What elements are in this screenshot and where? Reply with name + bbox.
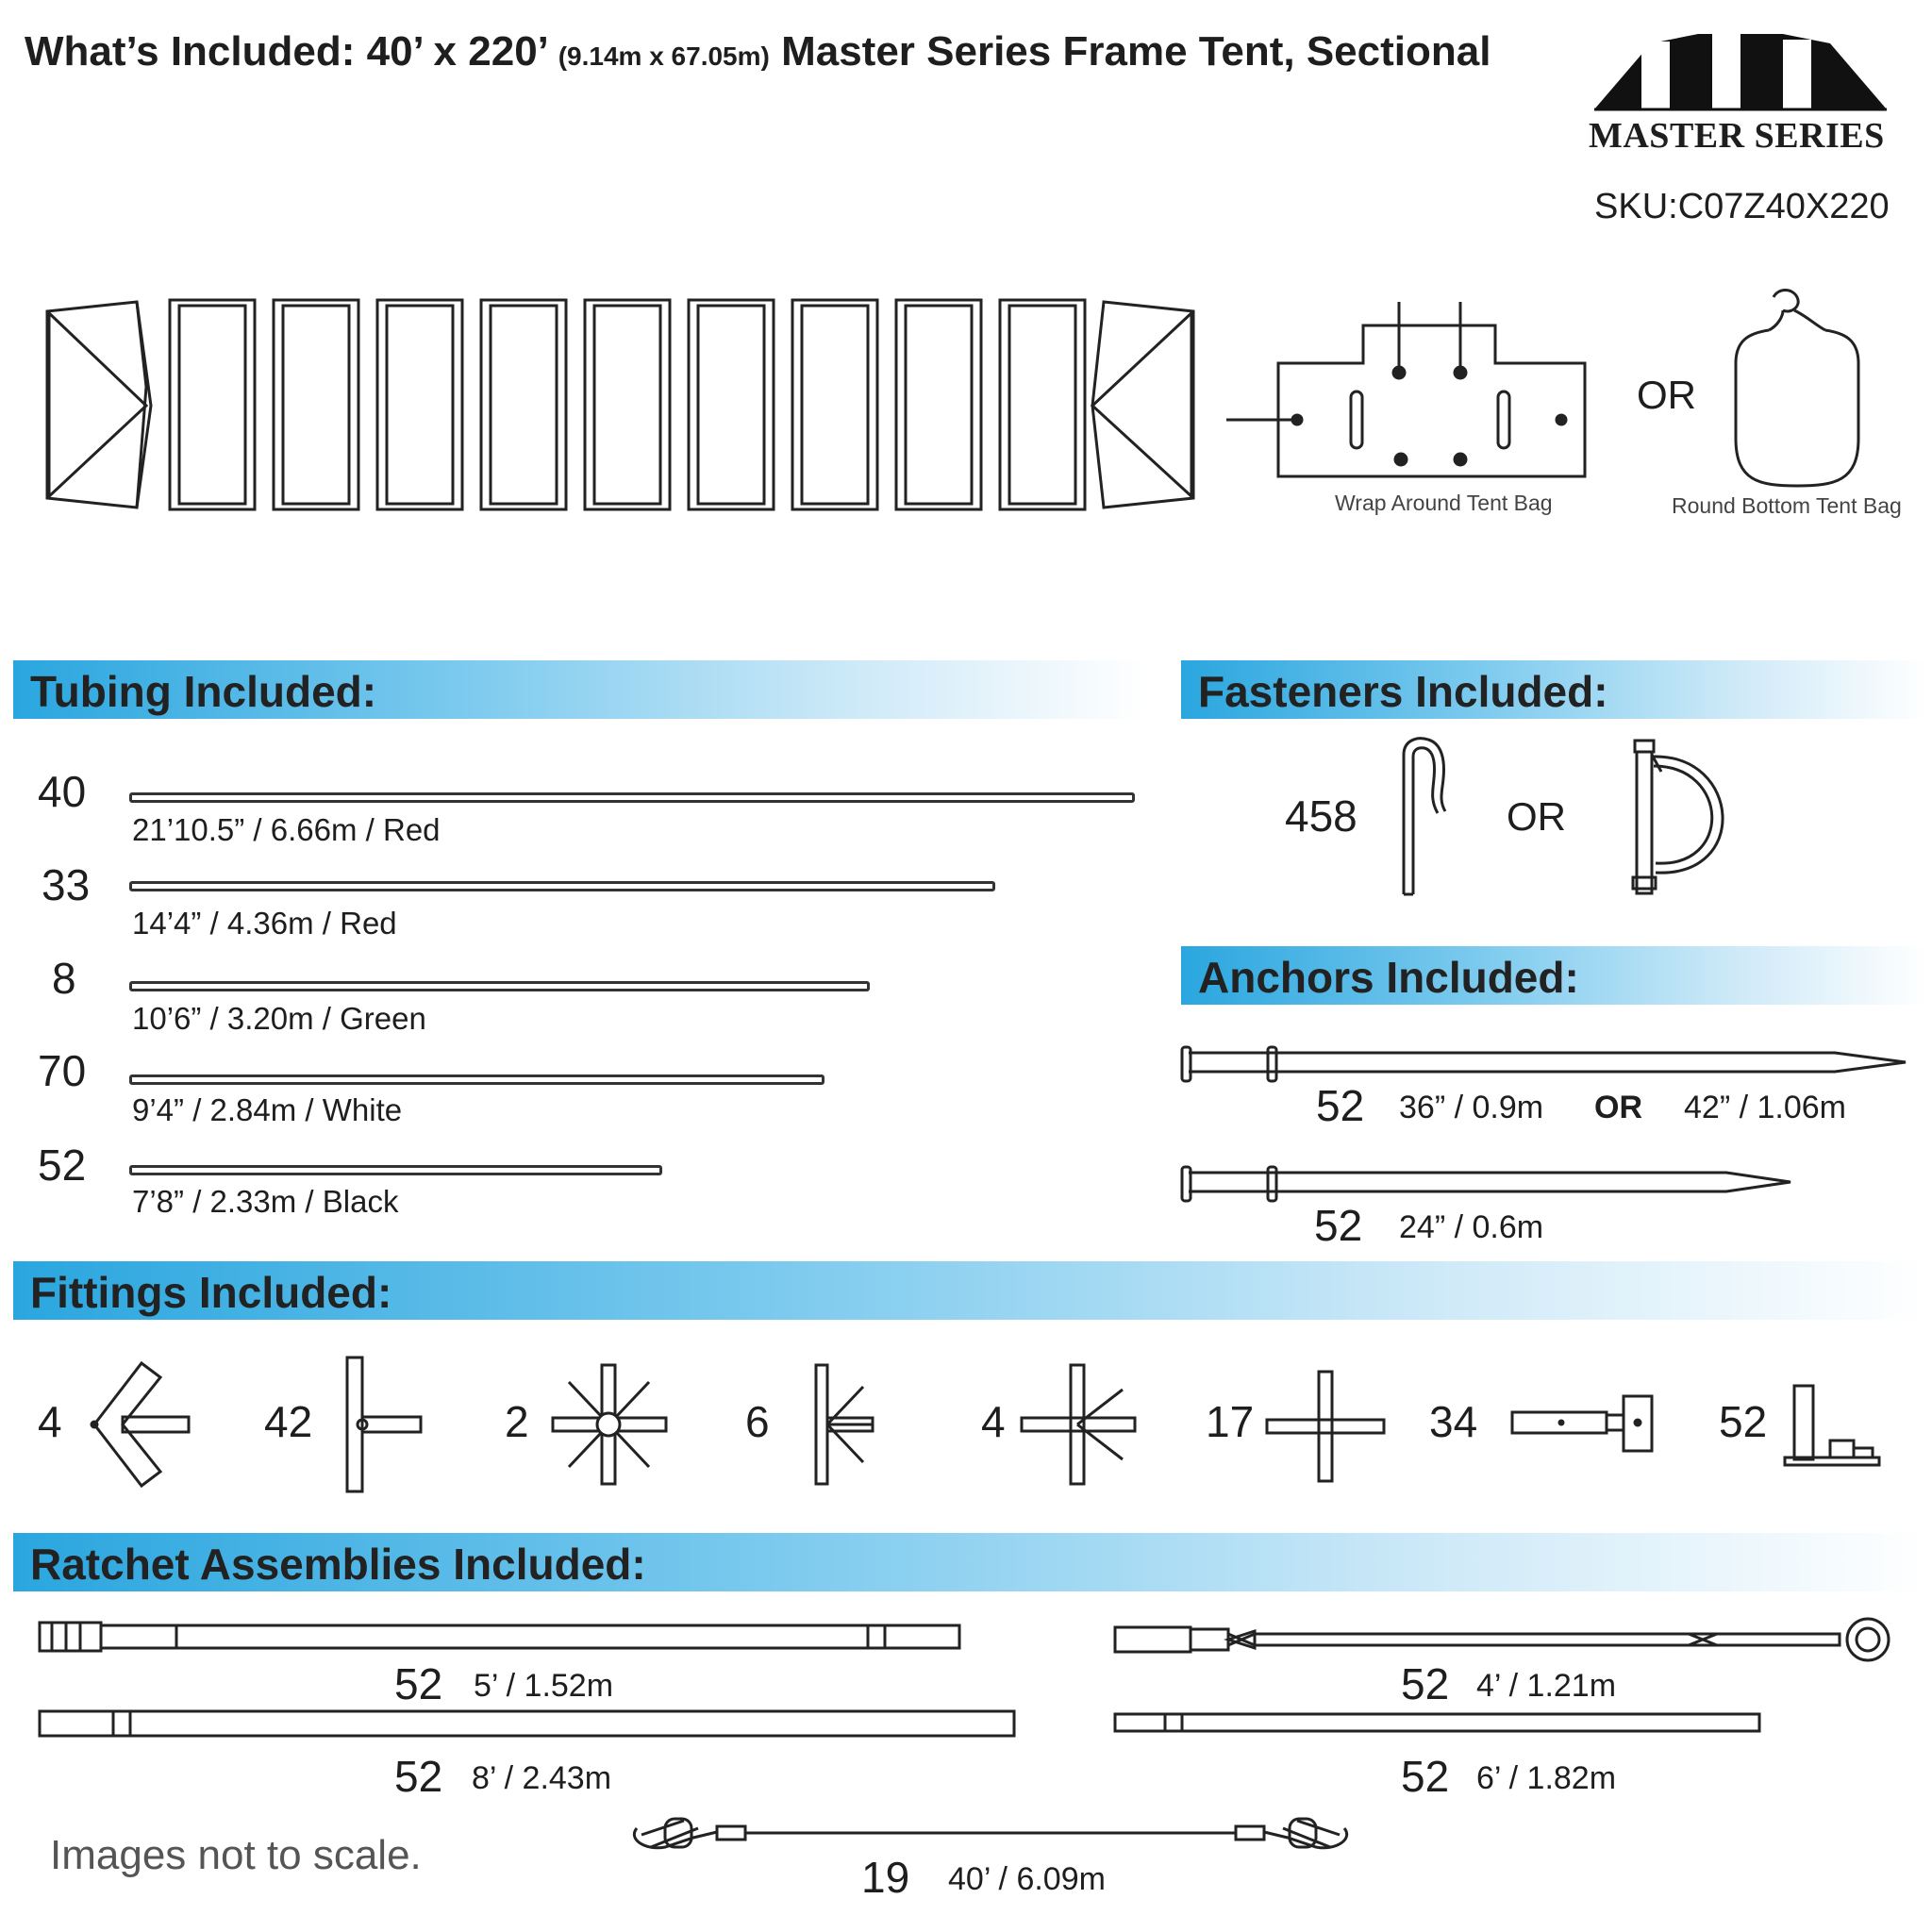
anchor-qty: 52 [1314,1201,1363,1250]
fittings-section-header [13,1261,1926,1320]
page-title [25,28,1491,75]
fasteners-or-label: OR [1507,794,1566,839]
fitting-qty: 4 [38,1397,62,1446]
ratchets-heading: Ratchet Assemblies Included: [30,1540,646,1589]
tubing-desc: 10’6” / 3.20m / Green [132,1001,426,1036]
fitting-qty: 4 [981,1397,1006,1446]
ratchet-qty: 52 [394,1659,443,1708]
fitting-qty: 42 [264,1397,313,1446]
fitting-qty: 52 [1719,1397,1768,1446]
fittings-heading: Fittings Included: [30,1268,392,1317]
tubing-qty: 8 [52,954,76,1003]
fitting-eave-pulley-icon [1509,1391,1656,1457]
round-bottom-bag-icon [1726,288,1868,491]
cable-assembly-icon [627,1811,1354,1868]
tube-icon [129,881,995,891]
tubing-section-header [13,660,1145,719]
title-metric: (9.14m x 67.05m) [558,42,770,71]
wrap-around-bag-icon [1222,297,1590,486]
anchor-or-label: OR [1594,1090,1642,1125]
lynch-pin-icon [1627,736,1759,896]
round-bottom-bag-label: Round Bottom Tent Bag [1672,493,1902,518]
title-rest: Master Series Frame Tent, Sectional [781,28,1491,75]
anchor-size: 24” / 0.6m [1399,1209,1544,1245]
tubing-qty: 33 [42,860,91,909]
fasteners-section-header [1181,660,1926,719]
tubing-desc: 9’4” / 2.84m / White [132,1092,403,1127]
tube-icon [129,792,1135,803]
tubing-qty: 70 [38,1046,87,1095]
anchor-qty: 52 [1316,1081,1365,1130]
anchor-stake-long-icon [1179,1045,1910,1083]
logo-text: MASTER SERIES [1589,116,1885,156]
tube-icon [129,1074,824,1085]
fasteners-qty: 458 [1285,791,1357,841]
bag-or-label: OR [1637,373,1696,417]
hair-pin-icon [1396,736,1462,896]
fitting-tee-icon [340,1354,425,1495]
wrap-around-bag-label: Wrap Around Tent Bag [1335,491,1553,515]
fitting-peak-icon [90,1358,193,1491]
ratchet-qty: 52 [1401,1659,1450,1708]
title-main: What’s Included: 40’ x 220’ [25,28,547,75]
tubing-desc: 7’8” / 2.33m / Black [132,1184,399,1219]
anchors-heading: Anchors Included: [1198,953,1579,1002]
tubing-heading: Tubing Included: [30,667,377,716]
tent-sections-diagram [38,292,1208,519]
tubing-desc: 14’4” / 4.36m / Red [132,906,397,941]
fitting-base-plate-icon [1783,1382,1882,1467]
fitting-five-way-icon [1019,1363,1137,1486]
sku-label: SKU:C07Z40X220 [1594,187,1890,226]
ratchets-section-header [13,1533,1926,1591]
anchor-stake-short-icon [1179,1165,1797,1203]
anchor-alt-size: 42” / 1.06m [1684,1090,1846,1125]
tubing-desc: 21’10.5” / 6.66m / Red [132,812,441,847]
ratchet-size: 4’ / 1.21m [1476,1668,1617,1704]
ratchet-qty: 52 [1401,1752,1450,1801]
footer-note: Images not to scale. [50,1832,422,1878]
fitting-six-way-icon [550,1363,668,1486]
ratchet-qty: 52 [394,1752,443,1801]
fitting-qty: 34 [1429,1397,1478,1446]
ratchet-strap-6ft-icon [1113,1710,1764,1739]
ratchet-strap-5ft-icon [38,1618,967,1656]
fitting-qty: 17 [1206,1397,1255,1446]
fitting-qty: 6 [745,1397,770,1446]
fitting-end-four-way-icon [807,1363,882,1486]
ratchet-size: 40’ / 6.09m [948,1861,1106,1897]
fitting-cross-icon [1264,1370,1387,1483]
tubing-qty: 52 [38,1141,87,1190]
tubing-qty: 40 [38,767,87,816]
ratchet-qty: 19 [861,1853,910,1902]
fitting-qty: 2 [505,1397,529,1446]
tube-icon [129,1165,662,1175]
ratchet-size: 8’ / 2.43m [472,1760,612,1796]
ratchet-strap-8ft-icon [38,1707,1019,1740]
anchor-size: 36” / 0.9m [1399,1090,1544,1125]
ratchet-strap-4ft-icon [1113,1615,1901,1662]
ratchet-size: 5’ / 1.52m [474,1668,614,1704]
fasteners-heading: Fasteners Included: [1198,667,1608,716]
anchors-section-header [1181,946,1926,1005]
tube-icon [129,981,870,991]
ratchet-size: 6’ / 1.82m [1476,1760,1617,1796]
